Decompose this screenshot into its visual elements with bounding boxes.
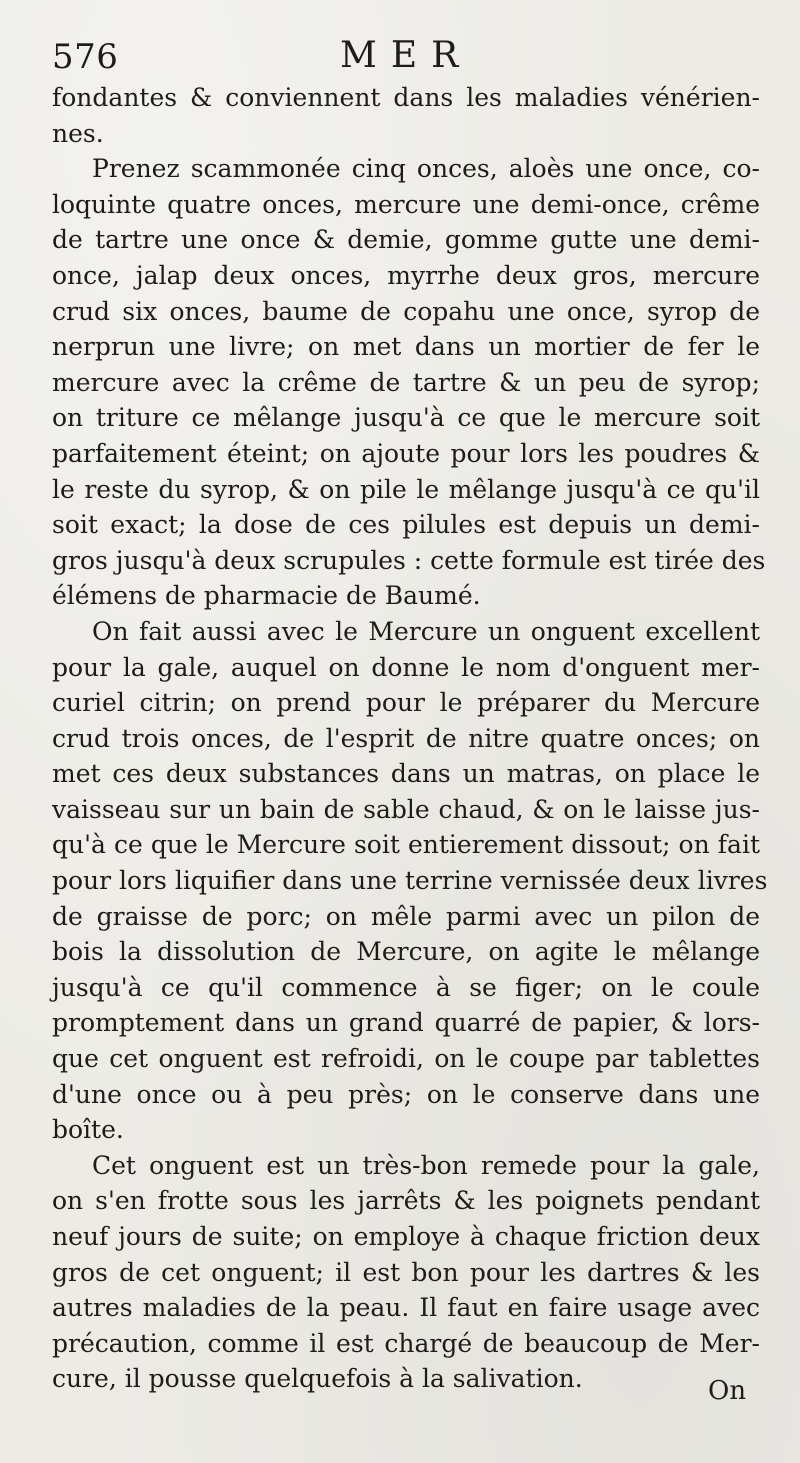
text-line: qu'à ce que le Mercure soit entierement dissout; on fait (52, 830, 760, 860)
text-line: curiel citrin; on prend pour le préparer du Mercure (52, 688, 760, 718)
text-line: Cet onguent est un très-bon remede pour la gale, (92, 1150, 760, 1180)
text-line: que cet onguent est refroidi, on le coupe par tablettes (52, 1044, 760, 1074)
running-head: MER (340, 35, 473, 76)
text-line: nes. (52, 118, 104, 148)
body-text (52, 80, 768, 1397)
text-line: le reste du syrop, & on pile le mêlange jusqu'à ce qu'il (52, 474, 760, 504)
text-line: vaisseau sur un bain de sable chaud, & on le laisse jus- (52, 794, 760, 824)
text-line: jusqu'à ce qu'il commence à se figer; on le coule (52, 972, 760, 1002)
text-line: nerprun une livre; on met dans un mortier de fer le (52, 332, 760, 362)
text-line: d'une once ou à peu près; on le conserve dans une (52, 1079, 760, 1109)
text-line: pour lors liquifier dans une terrine vernissée deux livres (52, 866, 768, 896)
text-line: gros de cet onguent; il est bon pour les dartres & les (52, 1257, 760, 1287)
text-line: crud six onces, baume de copahu une once, syrop de (52, 296, 760, 326)
text-line: soit exact; la dose de ces pilules est depuis un demi- (52, 510, 760, 540)
text-line: de graisse de porc; on mêle parmi avec un pilon de (52, 901, 760, 931)
text-line: parfaitement éteint; on ajoute pour lors les poudres & (52, 438, 760, 468)
text-line: bois la dissolution de Mercure, on agite le mêlange (52, 937, 760, 967)
text-line: on triture ce mêlange jusqu'à ce que le mercure soit (52, 403, 760, 433)
text-line: fondantes & conviennent dans les maladies vénérien- (52, 83, 760, 112)
text-line: Prenez scammonée cinq onces, aloès une once, co- (92, 154, 760, 184)
text-line: autres maladies de la peau. Il faut en faire usage avec (52, 1293, 760, 1323)
text-line: cure, il pousse quelquefois à la salivation. (52, 1364, 583, 1394)
page-number: 576 (52, 37, 119, 77)
text-line: loquinte quatre onces, mercure une demi-once, crême (52, 189, 760, 219)
text-line: met ces deux substances dans un matras, on place le (52, 759, 760, 789)
text-line: promptement dans un grand quarré de papier, & lors- (52, 1008, 760, 1038)
text-line: précaution, comme il est chargé de beaucoup de Mer- (52, 1328, 760, 1358)
text-line: mercure avec la crême de tartre & un peu de syrop; (52, 367, 760, 397)
text-line: once, jalap deux onces, myrrhe deux gros, mercure (52, 260, 760, 290)
text-line: crud trois onces, de l'esprit de nitre quatre onces; on (52, 723, 760, 753)
text-line: élémens de pharmacie de Baumé. (52, 581, 481, 611)
text-line: On fait aussi avec le Mercure un onguent excellent (92, 616, 760, 646)
catchword: On (708, 1376, 747, 1406)
text-line: on s'en frotte sous les jarrêts & les poignets pendant (52, 1186, 760, 1216)
text-line: boîte. (52, 1115, 124, 1145)
page-header (52, 35, 772, 86)
text-line: de tartre une once & demie, gomme gutte une demi- (52, 225, 760, 255)
text-line: neuf jours de suite; on employe à chaque friction deux (52, 1222, 760, 1251)
text-line: gros jusqu'à deux scrupules : cette formule est tirée des (52, 545, 766, 575)
text-line: pour la gale, auquel on donne le nom d'onguent mer- (52, 652, 760, 682)
